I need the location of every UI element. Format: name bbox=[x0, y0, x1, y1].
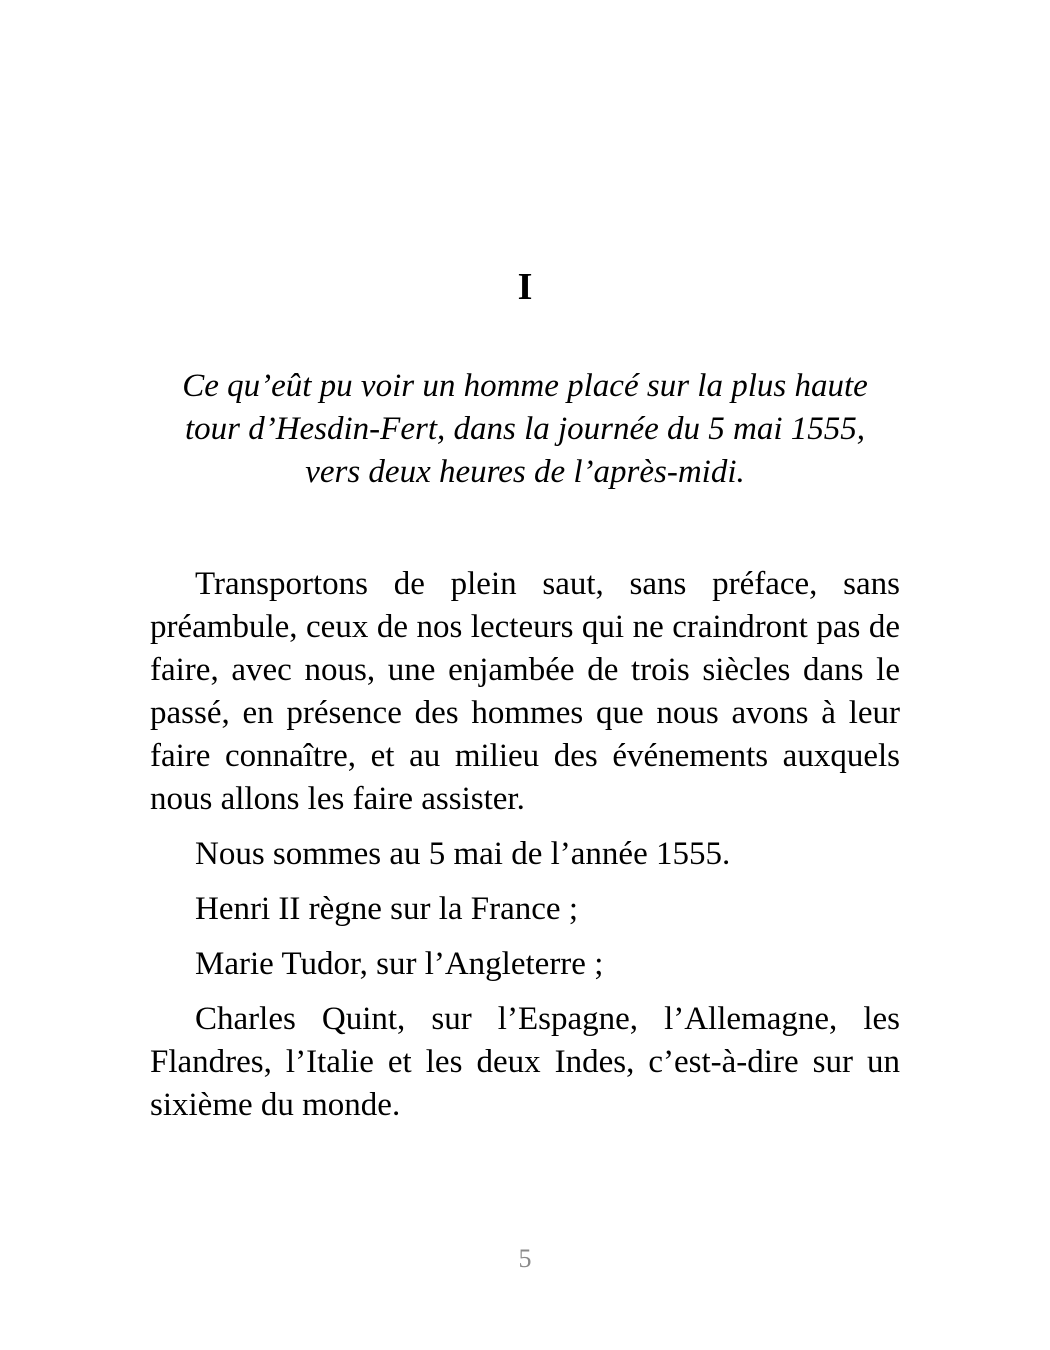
paragraph-2: Nous sommes au 5 mai de l’année 1555. bbox=[195, 836, 731, 872]
paragraph-4: Marie Tudor, sur l’Angleterre ; bbox=[195, 946, 604, 982]
paragraph-1: Transportons de plein saut, sans préface, sans préambule, ceux de nos lecteurs qui ne craindront pas de faire, avec nous, une enjambée de trois siècles dans le passé, en présence des hommes que nous avons à leur faire connaître, et au milieu des événements auxquels nous allons les faire assister. bbox=[150, 566, 900, 817]
paragraph-3: Henri II règne sur la France ; bbox=[195, 891, 578, 927]
chapter-number: I bbox=[517, 266, 533, 308]
body-text bbox=[150, 563, 900, 1139]
chapter-summary: Ce qu’eût pu voir un homme placé sur la plus haute tour d’Hesdin-Fert, dans la journée du 5 mai 1555, vers deux heures de l’après-midi. bbox=[182, 368, 868, 490]
paragraph-5: Charles Quint, sur l’Espagne, l’Allemagne, les Flandres, l’Italie et les deux Indes, c’est-à-dire sur un sixième du monde. bbox=[150, 1001, 900, 1123]
page-number: 5 bbox=[518, 1244, 532, 1273]
